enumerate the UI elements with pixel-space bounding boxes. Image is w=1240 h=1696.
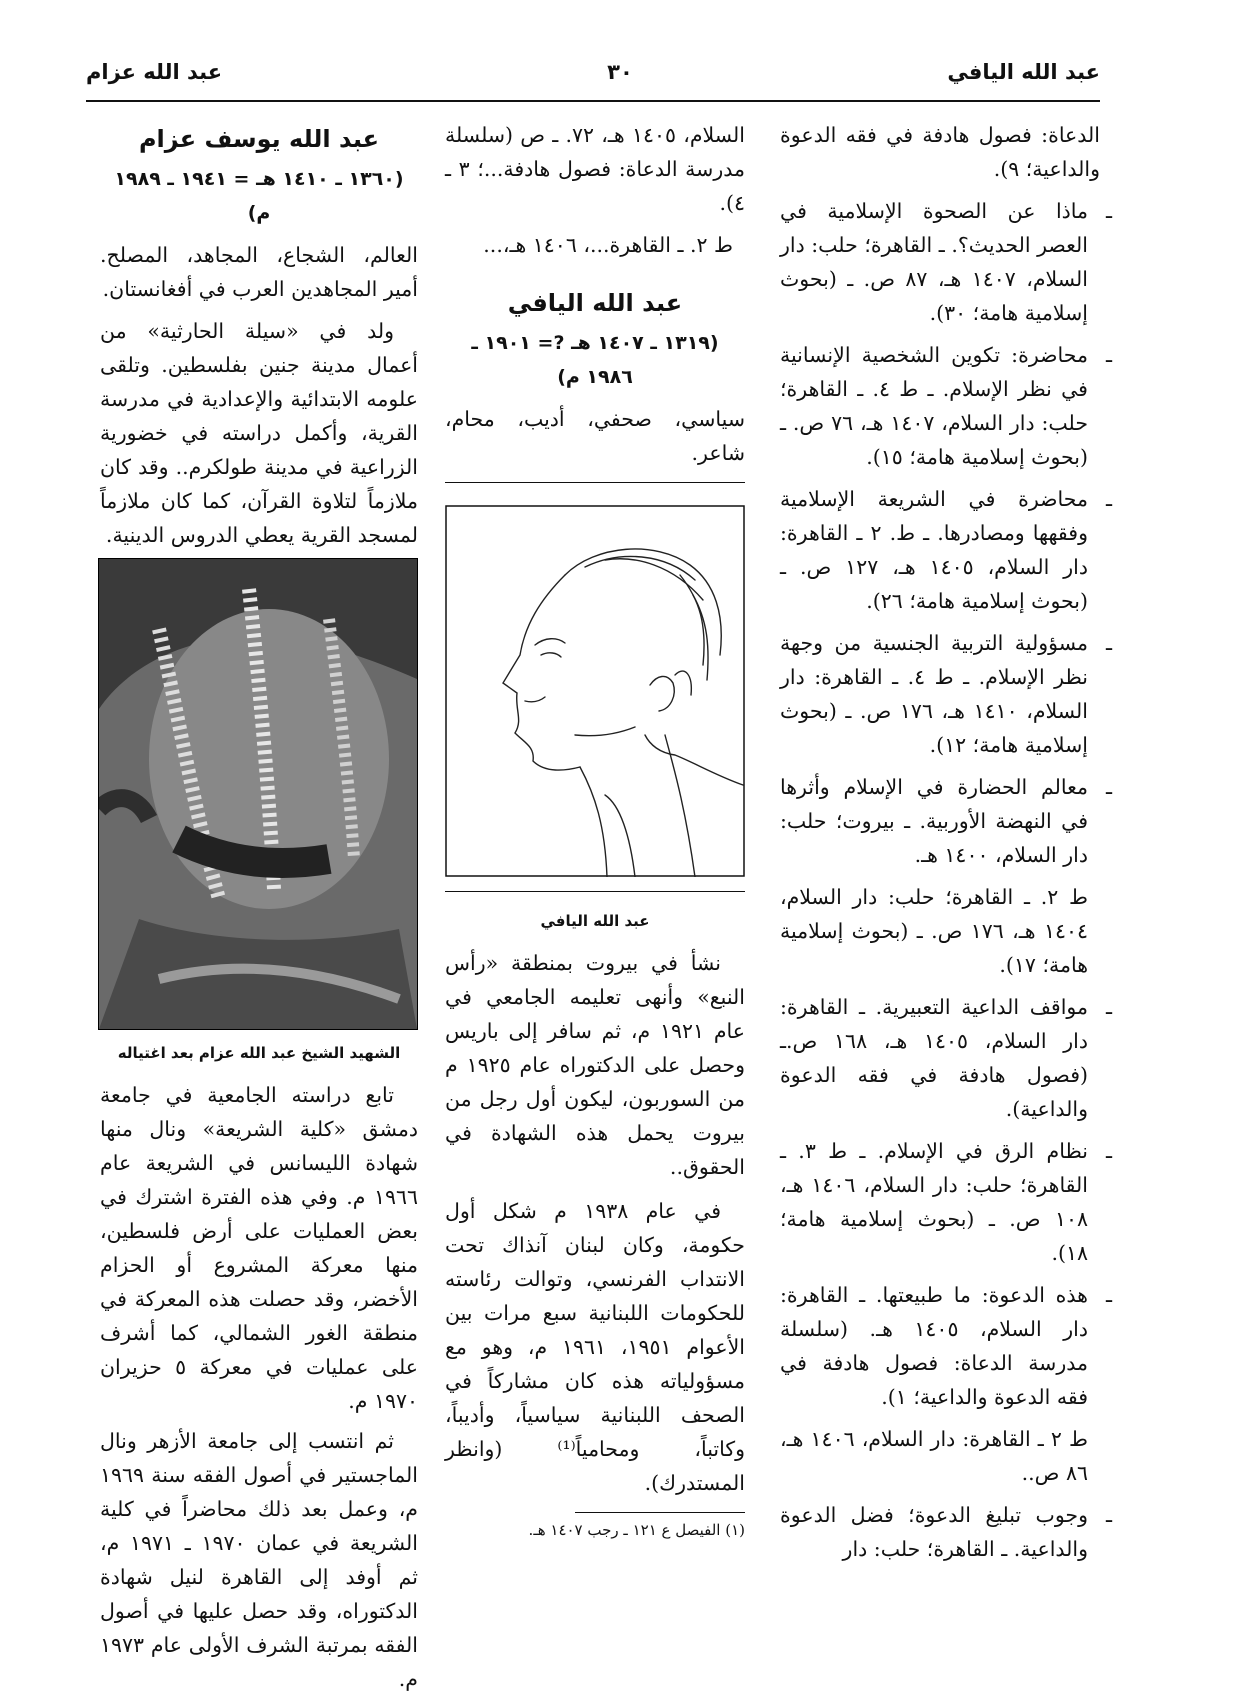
biography-dates: (١٣١٩ ـ ١٤٠٧ هـ ?= ١٩٠١ ـ ١٩٨٦ م) — [471, 332, 719, 388]
column-left — [100, 118, 419, 1691]
bibliography-entry: ـ نظام الرق في الإسلام. ـ ط ٣. ـ القاهرة؛ حلب: دار السلام، ١٤٠٦ هـ، ١٠٨ ص. ـ (بحوث إسلامية هامة؛ ١٨). — [780, 1134, 1100, 1270]
photo-caption: الشهيد الشيخ عبد الله عزام بعد اغتياله — [117, 1044, 401, 1062]
header-rule — [86, 100, 1100, 102]
biography-paragraph: في عام ١٩٣٨ م شكل أول حكومة، وكان لبنان آنذاك تحت الانتداب الفرنسي، وتوالت رئاسته للحكومات اللبنانية سبع مرات بين الأعوام ١٩٥١، ١٩٦١ م، وهو مع مسؤولياته هذه كان مشاركاً في الصحف اللبنانية سياسياً، وأديباً، وكاتباً، ومحامياً⁽¹⁾ (وانظر المستدرك). — [445, 1199, 745, 1495]
bibliography-entry: ـ محاضرة: تكوين الشخصية الإنسانية في نظر الإسلام. ـ ط ٤. ـ القاهرة؛ حلب: دار السلام، ١٤٠٧ هـ، ٧٦ ص. ـ (بحوث إسلامية هامة؛ ١٥). — [780, 338, 1100, 474]
bibliography-list — [780, 194, 1100, 1566]
bibliography-subentry: ط ٢ ـ القاهرة: دار السلام، ١٤٠٦ هـ، ٨٦ ص.. — [780, 1427, 1088, 1485]
biography-description: العالم، الشجاع، المجاهد، المصلح. أمير المجاهدين العرب في أفغانستان. — [100, 243, 418, 301]
section-rule — [445, 891, 745, 892]
biography-paragraph: نشأ في بيروت بمنطقة «رأس النبع» وأنهى تعليمه الجامعي في عام ١٩٢١ م، ثم سافر إلى باريس وحصل على الدكتوراه عام ١٩٢٥ م من السوربون، ليكون أول رجل من بيروت يحمل هذه الشهادة في الحقوق.. — [445, 951, 745, 1179]
footnote: (١) الفيصل ع ١٢١ ـ رجب ١٤٠٧ هـ. — [528, 1521, 745, 1539]
biography-dates: (١٣٦٠ ـ ١٤١٠ هـ = ١٩٤١ ـ ١٩٨٩ م) — [114, 168, 404, 224]
continued-entry: الدعاة: فصول هادفة في فقه الدعوة والداعية؛ ٩). — [780, 123, 1100, 181]
biography-title: عبد الله اليافي — [507, 289, 683, 317]
bibliography-subentry: ط ٢. ـ القاهرة؛ حلب: دار السلام، ١٤٠٤ هـ، ١٧٦ ص. ـ (بحوث إسلامية هامة؛ ١٧). — [780, 885, 1089, 977]
column-middle — [445, 118, 745, 1621]
bibliography-entry: ـ محاضرة في الشريعة الإسلامية وفقهها ومصادرها. ـ ط. ٢ ـ القاهرة: دار السلام، ١٤٠٥ هـ، ١٢٧ ص. ـ (بحوث إسلامية هامة؛ ٢٦). — [780, 482, 1100, 618]
portrait-sketch — [445, 505, 745, 877]
biography-paragraph: تابع دراسته الجامعية في جامعة دمشق «كلية الشريعة» ونال منها شهادة الليسانس في الشريعة عام ١٩٦٦ م. وفي هذه الفترة اشترك في بعض العمليات على أرض فلسطين، منها معركة المشروع أو الحزام الأخضر، وقد حصلت هذه المعركة في منطقة الغور الشمالي، كما أشرف على عمليات في معركة ٥ حزيران ١٩٧٠ م. — [100, 1083, 418, 1413]
photo-image — [99, 559, 417, 1029]
column-right — [780, 118, 1100, 1621]
bibliography-entry: ـ ماذا عن الصحوة الإسلامية في العصر الحديث؟. ـ القاهرة؛ حلب: دار السلام، ١٤٠٧ هـ، ٨٧ ص. ـ (بحوث إسلامية هامة؛ ٣٠). — [780, 194, 1100, 330]
section-rule — [445, 482, 745, 483]
biography-description: سياسي، صحفي، أديب، محام، شاعر. — [445, 407, 745, 465]
biography-title: عبد الله يوسف عزام — [138, 125, 380, 153]
running-header-left: عبد الله عزام — [86, 60, 223, 84]
bibliography-entry: ـ مواقف الداعية التعبيرية. ـ القاهرة: دار السلام، ١٤٠٥ هـ، ١٦٨ ص.ـ (فصول هادفة في فقه الدعوة والداعية). — [780, 990, 1100, 1126]
biography-paragraph: ولد في «سيلة الحارثية» من أعمال مدينة جنين بفلسطين. وتلقى علومه الابتدائية والإعدادية في مدرسة القرية، وأكمل دراسته في خضورية الزراعية في مدينة طولكرم.. وقد كان ملازماً لتلاوة القرآن، كما كان ملازماً لمسجد القرية يعطي الدروس الدينية. — [100, 319, 418, 547]
biography-paragraph: ثم انتسب إلى جامعة الأزهر ونال الماجستير في أصول الفقه سنة ١٩٦٩ م، وعمل بعد ذلك محاضراً في كلية الشريعة في عمان ١٩٧٠ ـ ١٩٧١ م، ثم أوفد إلى القاهرة لنيل شهادة الدكتوراه، وقد حصل عليها في أصول الفقه بمرتبة الشرف الأولى عام ١٩٧٣ م. — [100, 1429, 419, 1691]
footnote-rule — [575, 1512, 745, 1513]
bibliography-entry: ـ مسؤولية التربية الجنسية من وجهة نظر الإسلام. ـ ط ٤. ـ القاهرة: دار السلام، ١٤١٠ هـ، ١٧٦ ص. ـ (بحوث إسلامية هامة؛ ١٢). — [780, 626, 1100, 762]
running-header-right: عبد الله اليافي — [947, 60, 1100, 84]
page-number: ٣٠ — [607, 60, 633, 84]
portrait-photo — [98, 558, 418, 1030]
bibliography-entry: ـ وجوب تبليغ الدعوة؛ فضل الدعوة والداعية. ـ القاهرة؛ حلب: دار — [780, 1498, 1100, 1566]
sketch-caption: عبد الله اليافي — [540, 912, 650, 930]
bibliography-entry: ـ هذه الدعوة: ما طبيعتها. ـ القاهرة: دار السلام، ١٤٠٥ هـ. (سلسلة مدرسة الدعاة: فصول هادفة في فقه الدعوة والداعية؛ ١). — [780, 1278, 1100, 1414]
bibliography-subentry: ط ٢. ـ القاهرة...، ١٤٠٦ هـ،... — [483, 233, 733, 257]
bibliography-entry: ـ معالم الحضارة في الإسلام وأثرها في النهضة الأوربية. ـ بيروت؛ حلب: دار السلام، ١٤٠٠ هـ. — [780, 770, 1100, 872]
continued-entry: السلام، ١٤٠٥ هـ، ٧٢. ـ ص (سلسلة مدرسة الدعاة: فصول هادفة...؛ ٣ ـ ٤). — [445, 123, 745, 215]
